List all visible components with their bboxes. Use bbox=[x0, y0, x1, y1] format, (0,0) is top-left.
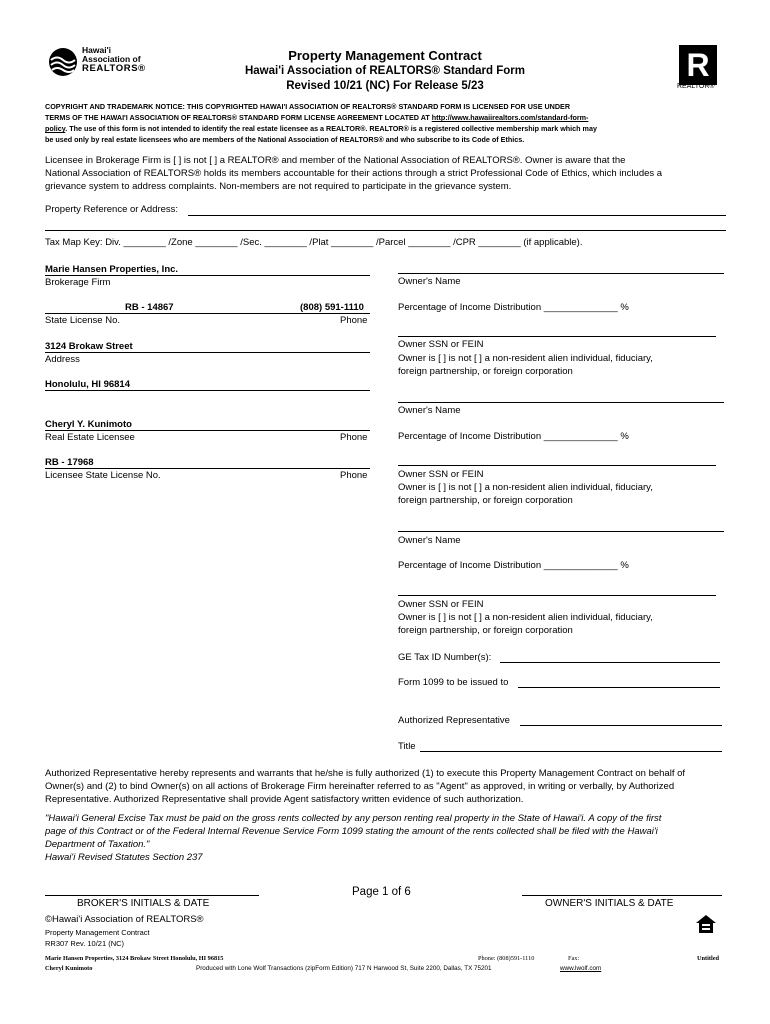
footer-website-link[interactable]: www.lwolf.com bbox=[560, 965, 602, 972]
state-license-label: State License No. bbox=[45, 315, 120, 326]
owner2-percentage: Percentage of Income Distribution ______________ % bbox=[398, 431, 629, 442]
standard-form-link-end[interactable]: policy bbox=[45, 124, 66, 133]
title-field[interactable] bbox=[420, 751, 722, 752]
broker-initials-label: BROKER'S INITIALS & DATE bbox=[77, 898, 210, 909]
footer-copyright: ©Hawai'i Association of REALTORS® bbox=[45, 914, 204, 925]
page-number: Page 1 of 6 bbox=[352, 886, 411, 898]
licensee-license-field[interactable] bbox=[45, 468, 370, 469]
revision-line: Revised 10/21 (NC) For Release 5/23 bbox=[286, 80, 484, 92]
owner1-alien-line1: Owner is [ ] is not [ ] a non-resident alien individual, fiduciary, bbox=[398, 353, 653, 364]
licensee-license-value: RB - 17968 bbox=[45, 457, 94, 468]
tax-notice-line2: page of this Contract or of the Federal Internal Revenue Service Form 1099 stating the amount of the rents collected shall be filed with the Hawai'i bbox=[45, 826, 658, 837]
owner3-alien-line1: Owner is [ ] is not [ ] a non-resident alien individual, fiduciary, bbox=[398, 612, 653, 623]
title-label: Title bbox=[398, 741, 416, 752]
licensee-license-label: Licensee State License No. bbox=[45, 470, 161, 481]
owner2-name-field[interactable] bbox=[398, 402, 724, 403]
owner3-ssn-field[interactable] bbox=[398, 595, 716, 596]
ge-tax-id-label: GE Tax ID Number(s): bbox=[398, 652, 492, 663]
owner1-ssn-field[interactable] bbox=[398, 336, 716, 337]
state-license-field[interactable] bbox=[45, 313, 370, 314]
owner1-name-field[interactable] bbox=[398, 273, 724, 274]
copyright-line4: be used only by real estate licensees who are members of the National Association of REALTORS® and who subscribe to its Code of Ethics. bbox=[45, 135, 525, 144]
phone-value: (808) 591-1110 bbox=[300, 302, 364, 313]
phone-label: Phone bbox=[340, 315, 368, 326]
copyright-line3-text: . The use of this form is not intended to identify the real estate licensee as a REALTOR®. REALTOR® is a registered collective membership mark which may bbox=[65, 124, 597, 133]
address-value: 3124 Brokaw Street bbox=[45, 341, 133, 352]
footer-form-name: Property Management Contract bbox=[45, 928, 150, 937]
authorization-line2: Owner(s) and (2) to bind Owner(s) on all actions of Brokerage Firm hereinafter referred to as "Agent" as approved, in writing or verbally, by Authorized bbox=[45, 781, 675, 792]
authorized-rep-field[interactable] bbox=[520, 725, 722, 726]
address-label: Address bbox=[45, 354, 80, 365]
owner3-ssn-label: Owner SSN or FEIN bbox=[398, 599, 484, 610]
footer-doc-name: Untitled bbox=[697, 955, 720, 962]
owner3-percentage: Percentage of Income Distribution ______________ % bbox=[398, 560, 629, 571]
owner3-name-label: Owner's Name bbox=[398, 535, 461, 546]
authorized-rep-label: Authorized Representative bbox=[398, 715, 510, 726]
realtor-r-letter: R bbox=[686, 47, 710, 83]
owner2-alien-line1: Owner is [ ] is not [ ] a non-resident alien individual, fiduciary, bbox=[398, 482, 653, 493]
owner2-ssn-field[interactable] bbox=[398, 465, 716, 466]
licensee-field[interactable] bbox=[45, 430, 370, 431]
owner1-alien-line2: foreign partnership, or foreign corporation bbox=[398, 366, 573, 377]
tax-map-key: Tax Map Key: Div. ________ /Zone ________ /Sec. ________ /Plat ________ /Parcel ________ /CPR ________ (if applicable). bbox=[45, 237, 583, 248]
intro-line3: grievance system to address complaints. Non-members are not required to participate in the grievance system. bbox=[45, 181, 512, 192]
realtor-caption: REALTOR® bbox=[677, 83, 715, 90]
tax-notice-line4: Hawai'i Revised Statutes Section 237 bbox=[45, 852, 203, 863]
owner2-alien-line2: foreign partnership, or foreign corporation bbox=[398, 495, 573, 506]
broker-initials-field[interactable] bbox=[45, 895, 259, 896]
logo-line1: Hawai'i bbox=[82, 45, 111, 55]
footer-office: Marie Hansen Properties, 3124 Brokaw Street Honolulu, HI 96815 bbox=[45, 955, 224, 962]
brokerage-firm-field[interactable] bbox=[45, 275, 370, 276]
owner2-ssn-label: Owner SSN or FEIN bbox=[398, 469, 484, 480]
licensee-value: Cheryl Y. Kunimoto bbox=[45, 419, 132, 430]
city-value: Honolulu, HI 96814 bbox=[45, 379, 130, 390]
intro-line1: Licensee in Brokerage Firm is [ ] is not [ ] a REALTOR® and member of the National Association of REALTORS®. Owner is aware that the bbox=[45, 155, 626, 166]
owner3-name-field[interactable] bbox=[398, 531, 724, 532]
owner1-name-label: Owner's Name bbox=[398, 276, 461, 287]
property-address-field[interactable] bbox=[188, 215, 726, 216]
ge-tax-id-field[interactable] bbox=[500, 662, 720, 663]
copyright-line2-text: TERMS OF THE HAWAI'I ASSOCIATION OF REALTORS® STANDARD FORM LICENSE AGREEMENT LOCATED AT bbox=[45, 113, 432, 122]
brokerage-firm-value: Marie Hansen Properties, Inc. bbox=[45, 264, 179, 275]
form-1099-field[interactable] bbox=[518, 687, 720, 688]
licensee-phone-label: Phone bbox=[340, 432, 368, 443]
owner-initials-field[interactable] bbox=[522, 895, 722, 896]
logo-line3: REALTORS® bbox=[82, 63, 146, 74]
realtor-mark bbox=[677, 45, 719, 91]
owner1-ssn-label: Owner SSN or FEIN bbox=[398, 339, 484, 350]
brokerage-firm-label: Brokerage Firm bbox=[45, 277, 111, 288]
footer-fax: Fax: bbox=[568, 955, 580, 962]
owner3-alien-line2: foreign partnership, or foreign corporation bbox=[398, 625, 573, 636]
property-address-field-2[interactable] bbox=[45, 230, 726, 231]
form-1099-label: Form 1099 to be issued to bbox=[398, 677, 509, 688]
state-license-value: RB - 14867 bbox=[125, 302, 174, 313]
copyright-line3 bbox=[45, 124, 597, 133]
realtor-r-icon bbox=[679, 45, 717, 85]
licensee-label: Real Estate Licensee bbox=[45, 432, 135, 443]
city-field[interactable] bbox=[45, 390, 370, 391]
owner-initials-label: OWNER'S INITIALS & DATE bbox=[545, 898, 674, 909]
intro-line2: National Association of REALTORS® holds its members accountable for their actions through a strict Professional Code of Ethics, which includes a bbox=[45, 168, 663, 179]
property-address-label: Property Reference or Address: bbox=[45, 204, 179, 215]
footer-produced: Produced with Lone Wolf Transactions (zipForm Edition) 717 N Harwood St, Suite 2200, Dallas, TX 75201 bbox=[196, 965, 492, 972]
address-field[interactable] bbox=[45, 352, 370, 353]
owner1-percentage: Percentage of Income Distribution ______________ % bbox=[398, 302, 629, 313]
equal-housing-icon bbox=[695, 914, 717, 934]
footer-agent: Cheryl Kunimoto bbox=[45, 965, 93, 972]
authorization-line3: Representative. Authorized Representative shall provide Agent satisfactory written evidence of such authorization. bbox=[45, 794, 524, 805]
owner2-name-label: Owner's Name bbox=[398, 405, 461, 416]
standard-form-link[interactable]: http://www.hawaiirealtors.com/standard-form- bbox=[431, 113, 589, 122]
page-subtitle: Hawai'i Association of REALTORS® Standard Form bbox=[244, 65, 525, 77]
footer-phone: Phone: (808)591-1110 bbox=[478, 955, 535, 962]
page-title: Property Management Contract bbox=[288, 48, 482, 63]
copyright-line1: COPYRIGHT AND TRADEMARK NOTICE: THIS COPYRIGHTED HAWAI'I ASSOCIATION OF REALTORS® STANDARD FORM IS LICENSED FOR USE UNDER bbox=[45, 102, 571, 111]
authorization-line1: Authorized Representative hereby represents and warrants that he/she is fully authorized (1) to execute this Property Management Contract on behalf of bbox=[45, 768, 686, 779]
licensee-license-phone-label: Phone bbox=[340, 470, 368, 481]
tax-notice-line3: Department of Taxation." bbox=[45, 839, 150, 850]
copyright-line2 bbox=[45, 113, 588, 122]
tax-notice-line1: "Hawai'i General Excise Tax must be paid on the gross rents collected by any person renting real property in the State of Hawai'i. A copy of the first bbox=[45, 813, 662, 824]
footer-form-rev: RR307 Rev. 10/21 (NC) bbox=[45, 939, 125, 948]
logo-line2: Association of bbox=[82, 54, 141, 64]
